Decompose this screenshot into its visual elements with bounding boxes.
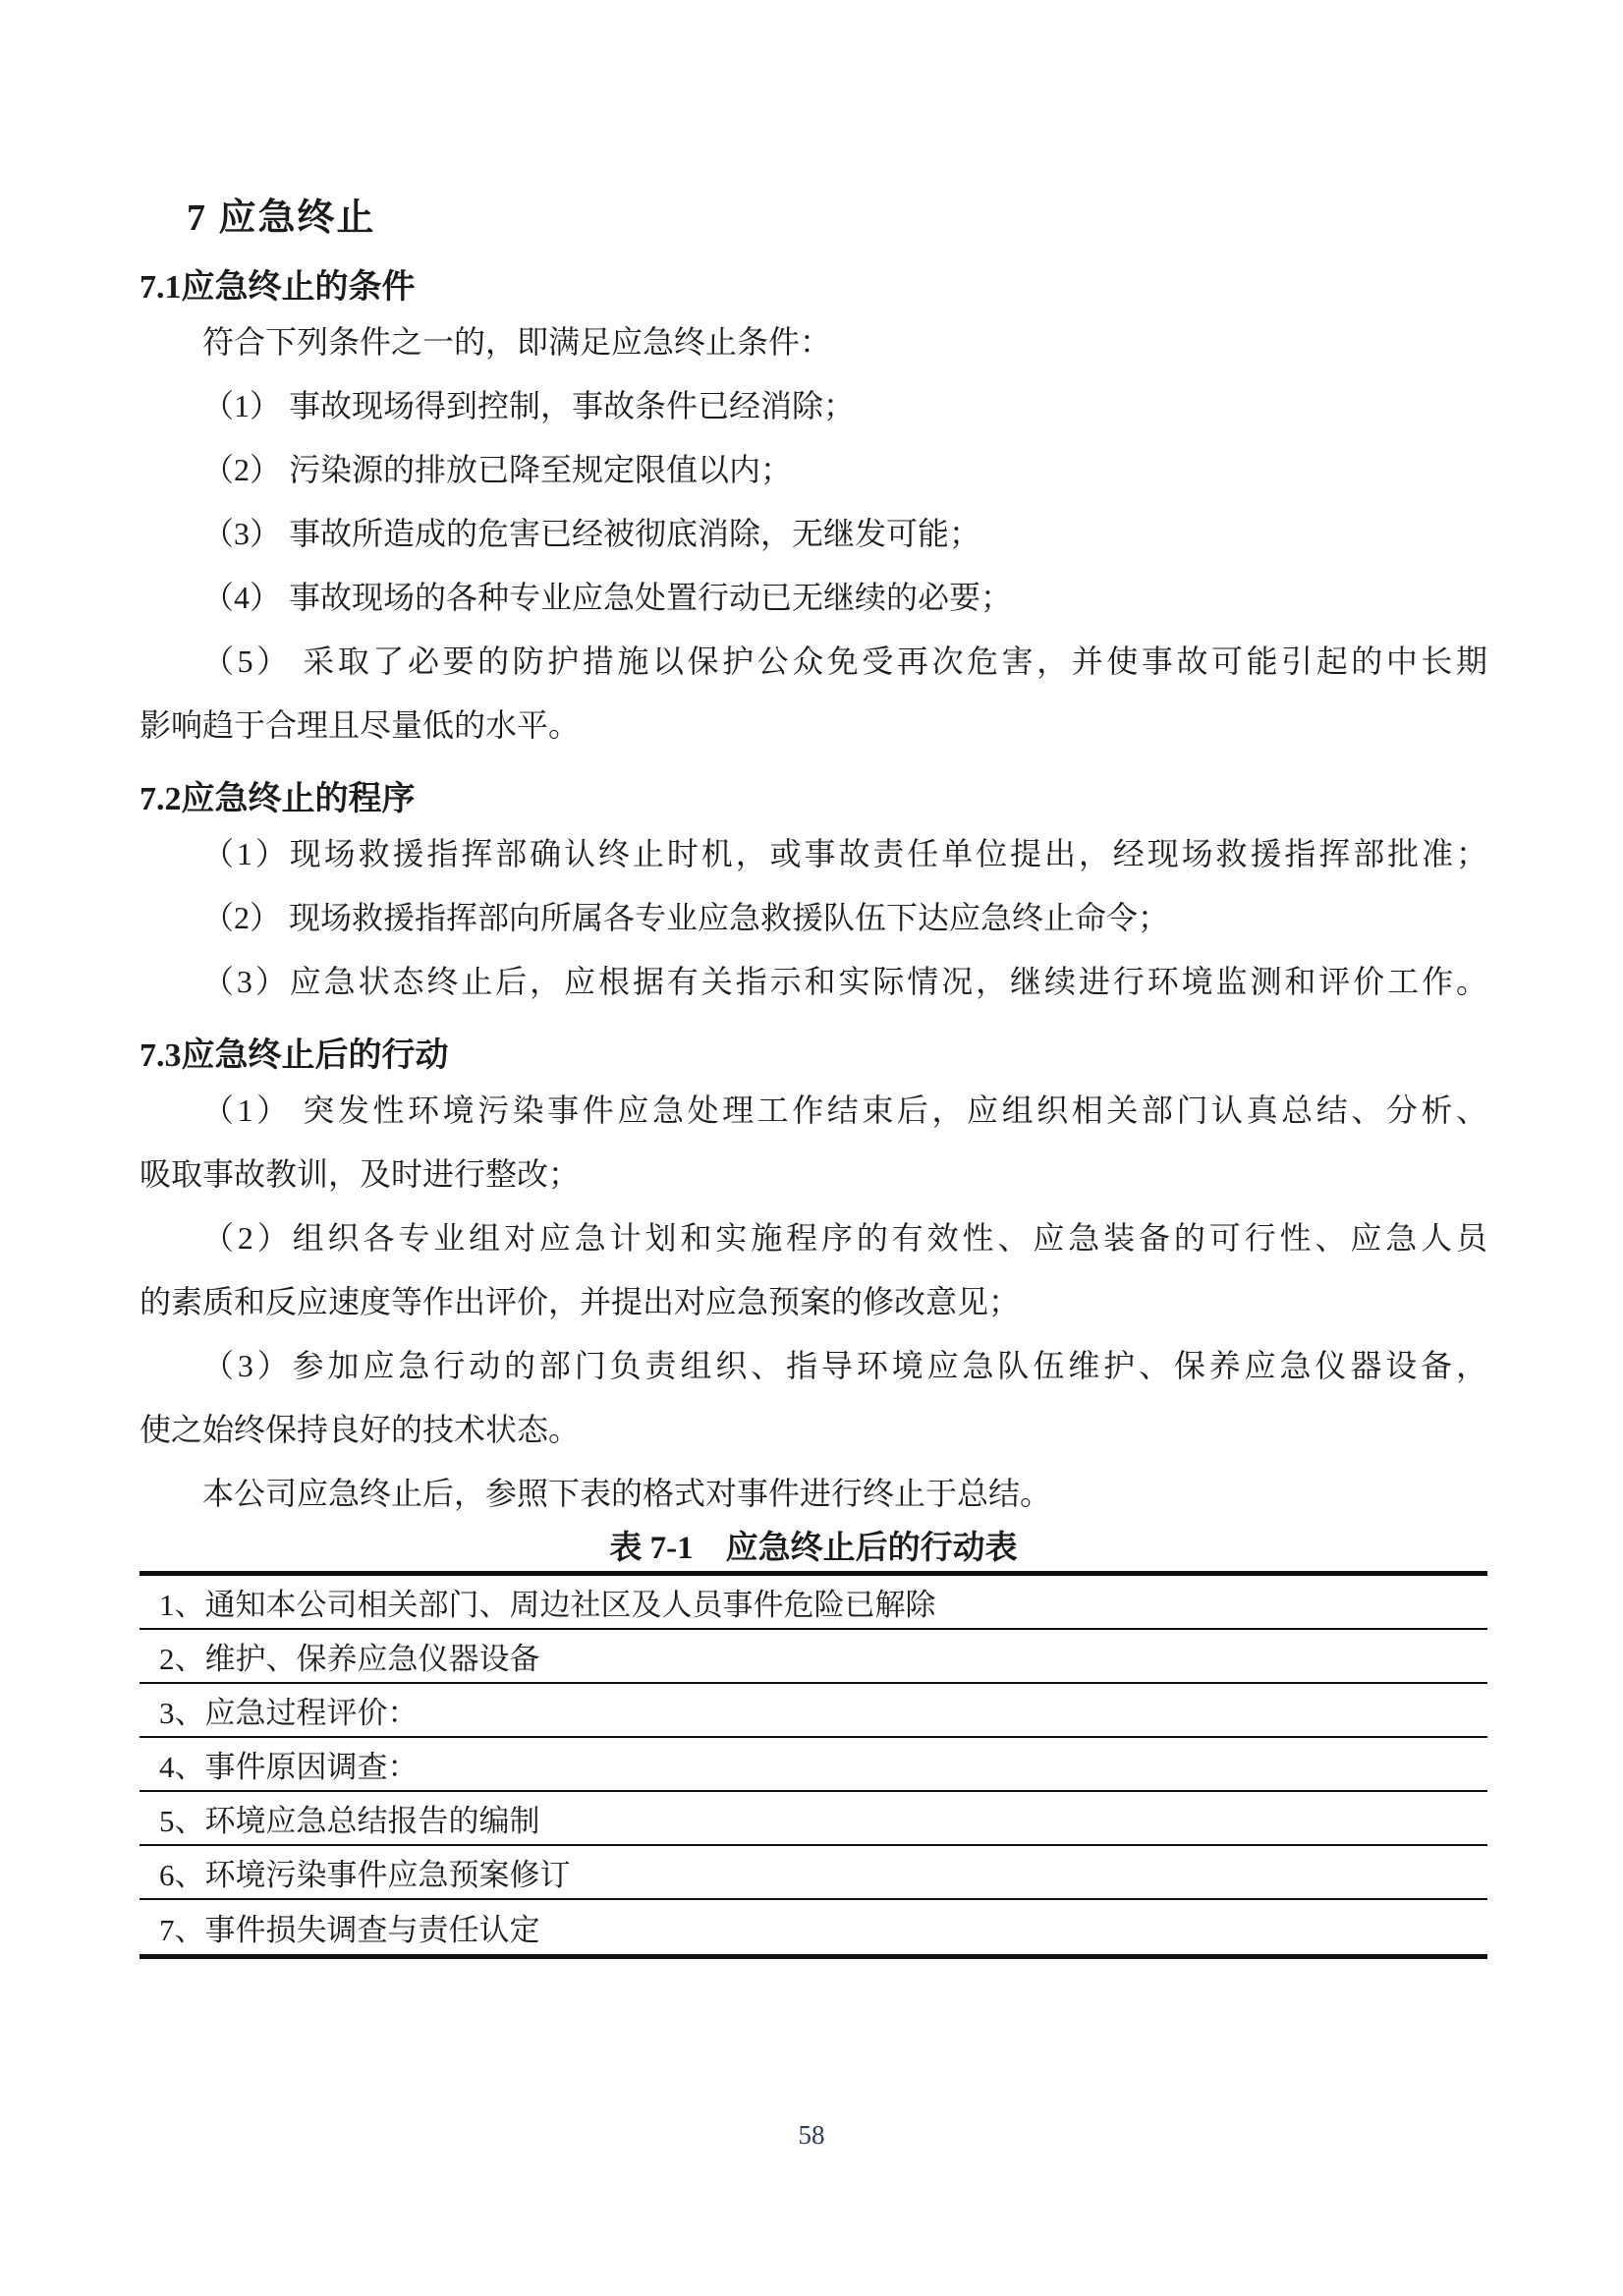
section-heading-7-1: 7.1应急终止的条件 (140, 269, 416, 306)
table-row (140, 1846, 1487, 1900)
table-row-text: 7、事件损失调查与责任认定 (159, 1913, 540, 1947)
paragraph-line: （1） 突发性环境污染事件应急处理工作结束后，应组织相关部门认真总结、分析、 (202, 1092, 1487, 1128)
page-content (140, 195, 1487, 1959)
paragraph-line: （3）应急状态终止后，应根据有关指示和实际情况，继续进行环境监测和评价工作。 (202, 964, 1487, 999)
paragraph-line: （2） 污染源的排放已降至规定限值以内； (202, 452, 793, 487)
paragraph-line: （3）参加应急行动的部门负责组织、指导环境应急队伍维护、保养应急仪器设备， (202, 1348, 1487, 1383)
paragraph-line: 影响趋于合理且尽量低的水平。 (140, 707, 581, 743)
table-title: 表 7-1 应急终止后的行动表 (609, 1531, 1018, 1566)
table-row-text: 2、维护、保养应急仪器设备 (159, 1642, 540, 1676)
table-row-text: 6、环境污染事件应急预案修订 (159, 1858, 571, 1892)
table-row-text: 4、事件原因调查： (159, 1750, 419, 1784)
table-row (140, 1630, 1487, 1684)
table-row (140, 1792, 1487, 1846)
table-row (140, 1900, 1487, 1954)
paragraph-line: 的素质和反应速度等作出评价，并提出对应急预案的修改意见； (140, 1284, 1021, 1319)
paragraph-line: 符合下列条件之一的，即满足应急终止条件： (202, 324, 832, 360)
table-row-text: 1、通知本公司相关部门、周边社区及人员事件危险已解除 (159, 1588, 936, 1622)
paragraph-line: （2）组织各专业组对应急计划和实施程序的有效性、应急装备的可行性、应急人员 (202, 1220, 1487, 1256)
table-row (140, 1576, 1487, 1630)
section-heading-7-3: 7.3应急终止后的行动 (140, 1037, 449, 1074)
table-row-text: 3、应急过程评价： (159, 1696, 419, 1730)
chapter-title: 7 应急终止 (187, 197, 376, 239)
paragraph-line: （3） 事故所造成的危害已经被彻底消除，无继发可能； (202, 516, 981, 551)
paragraph-line: （4） 事故现场的各种专业应急处置行动已无继续的必要； (202, 580, 1013, 615)
section-heading-7-2: 7.2应急终止的程序 (140, 781, 416, 817)
paragraph-line: （1） 事故现场得到控制，事故条件已经消除； (202, 388, 856, 423)
paragraph-line: （2） 现场救援指挥部向所属各专业应急救援队伍下达应急终止命令； (202, 900, 1170, 935)
paragraph-line: （5） 采取了必要的防护措施以保护公众免受再次危害，并使事故可能引起的中长期 (202, 644, 1487, 679)
paragraph-line: （1）现场救援指挥部确认终止时机，或事故责任单位提出，经现场救援指挥部批准； (202, 836, 1487, 871)
page-number: 58 (798, 2120, 825, 2150)
table-row (140, 1738, 1487, 1792)
action-table (140, 1571, 1487, 1959)
paragraph-line: 使之始终保持良好的技术状态。 (140, 1412, 581, 1447)
paragraph-line: 本公司应急终止后，参照下表的格式对事件进行终止于总结。 (202, 1476, 1052, 1511)
table-row (140, 1684, 1487, 1738)
paragraph-line: 吸取事故教训，及时进行整改； (140, 1156, 581, 1192)
table-row-text: 5、环境应急总结报告的编制 (159, 1804, 540, 1838)
